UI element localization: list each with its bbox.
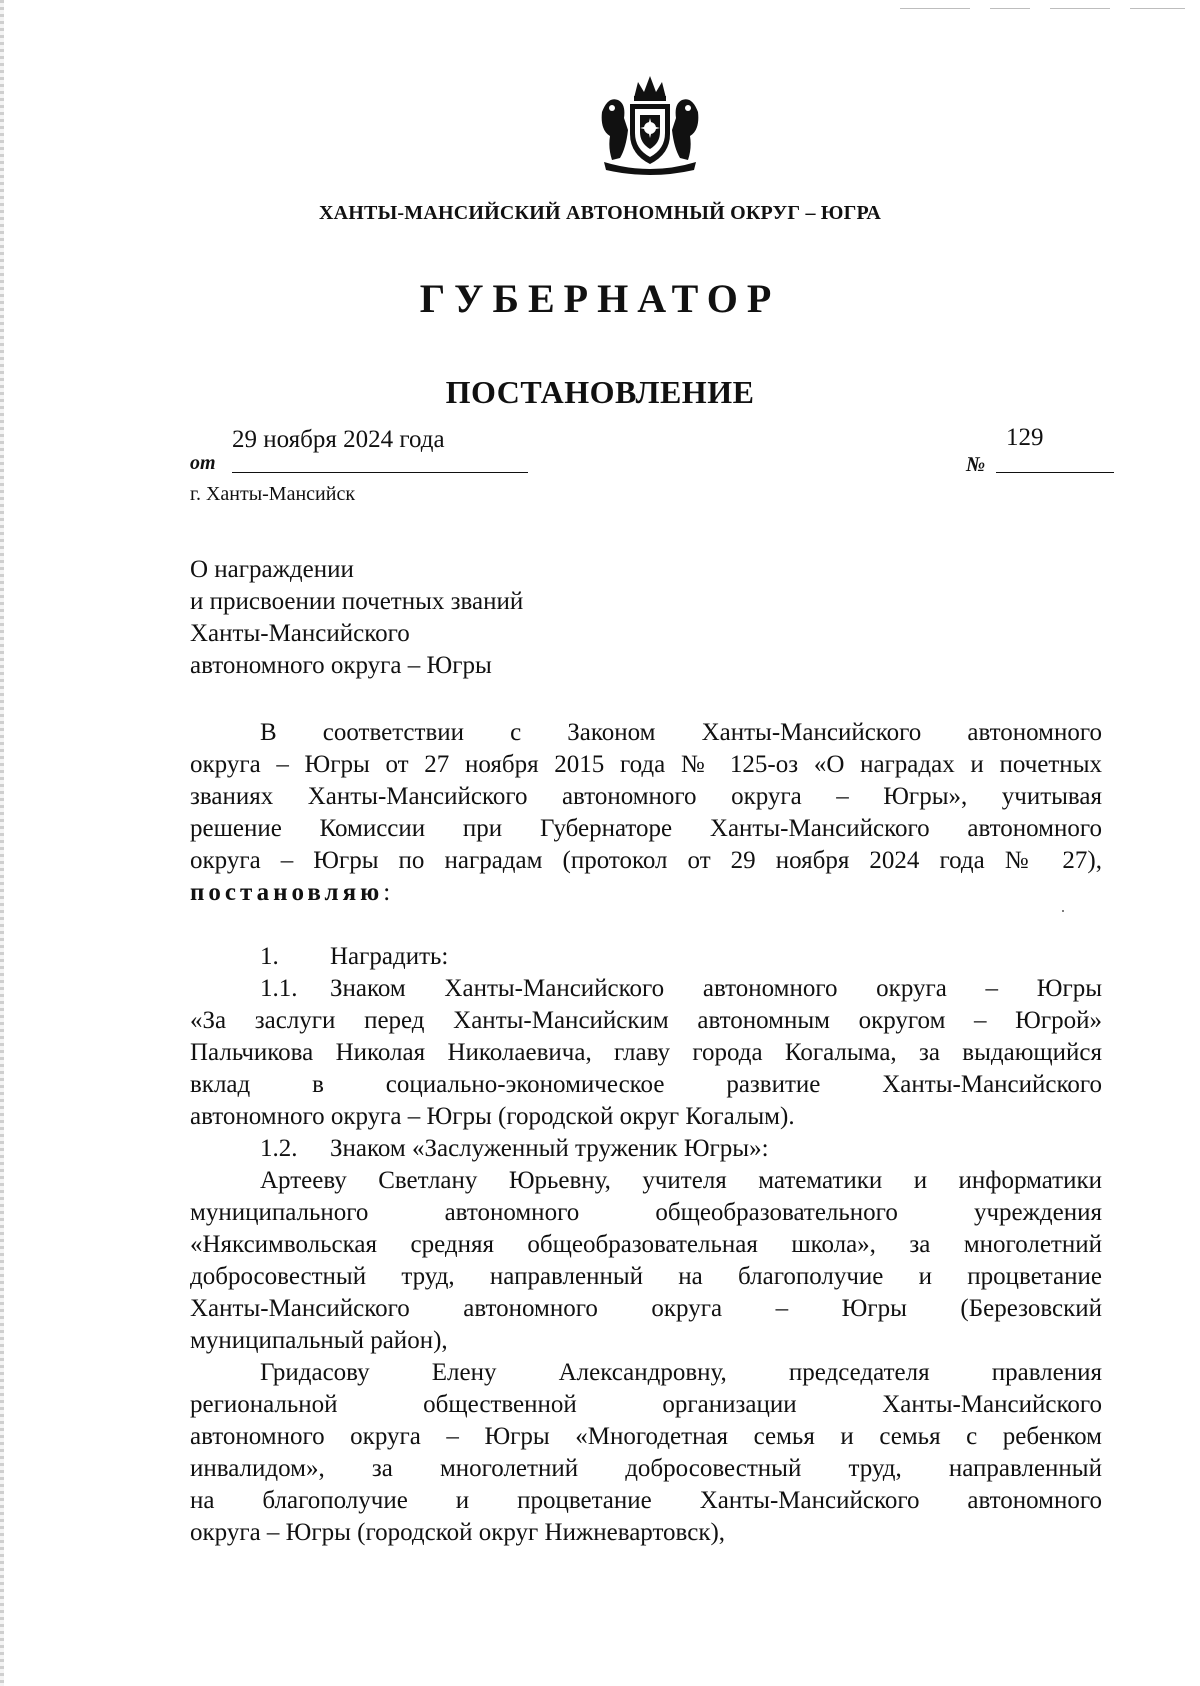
awardee-line: Гридасову Елену Александровну, председателя правления xyxy=(260,1359,1102,1386)
item-1-1 xyxy=(190,973,1102,1133)
item-1-2 xyxy=(190,1133,1102,1165)
resolve-word: постановляю xyxy=(190,879,384,906)
item-text: Знаком «Заслуженный труженик Югры»: xyxy=(330,1135,769,1162)
document-number: 129 xyxy=(1006,424,1044,451)
authority-title: ГУБЕРНАТОР xyxy=(419,276,781,321)
awardee-line: «Няксимвольская средняя общеобразовательная школа», за многолетний xyxy=(190,1231,1102,1258)
item-1-1-line: автономного округа – Югры (городской округ Когалым). xyxy=(190,1103,795,1130)
item-number: 1. xyxy=(260,943,279,970)
document-subject xyxy=(190,554,523,682)
item-1-1-first-line xyxy=(190,973,1102,1005)
item-text: Наградить: xyxy=(330,943,449,970)
preamble-line: званиях Ханты-Мансийского автономного округа – Югры», учитывая xyxy=(190,783,1102,810)
item-1 xyxy=(190,941,1102,973)
awardee-line: на благополучие и процветание Ханты-Мансийского автономного xyxy=(190,1487,1102,1514)
awardee-line: автономного округа – Югры «Многодетная семья и семья с ребенком xyxy=(190,1423,1102,1450)
preamble-line: решение Комиссии при Губернаторе Ханты-Мансийского автономного xyxy=(190,815,1102,842)
awardee-line: муниципальный район), xyxy=(190,1327,448,1354)
awardee-entry xyxy=(190,1165,1102,1357)
preamble-line: округа – Югры по наградам (протокол от 29 ноября 2024 года № 27), xyxy=(190,847,1102,874)
item-1-1-line: Пальчикова Николая Николаевича, главу города Когалыма, за выдающийся xyxy=(190,1039,1102,1066)
item-number: 1.1. xyxy=(260,975,298,1002)
awardee-line: округа – Югры (городской округ Нижневартовск), xyxy=(190,1519,726,1546)
awardee-line: Ханты-Мансийского автономного округа – Югры (Березовский xyxy=(190,1295,1102,1322)
awardee-line: добросовестный труд, направленный на благополучие и процветание xyxy=(190,1263,1102,1290)
item-1-1-line: Знаком Ханты-Мансийского автономного округа – Югры xyxy=(330,975,1102,1002)
item-number: 1.2. xyxy=(260,1135,298,1162)
document-body xyxy=(190,717,1102,1549)
date-underline xyxy=(232,472,528,473)
scan-edge xyxy=(0,0,4,1686)
document-type: ПОСТАНОВЛЕНИЕ xyxy=(445,374,755,410)
item-1-1-line: вклад в социально-экономическое развитие Ханты-Мансийского xyxy=(190,1071,1102,1098)
awardee-line: муниципального автономного общеобразовательного учреждения xyxy=(190,1199,1102,1226)
resolve-colon: : xyxy=(383,879,391,906)
subject-line: и присвоении почетных званий xyxy=(190,588,524,615)
awardee-entry xyxy=(190,1357,1102,1549)
coat-of-arms-emblem xyxy=(594,72,706,176)
issue-city: г. Ханты-Мансийск xyxy=(190,483,356,505)
preamble-line: округа – Югры от 27 ноября 2015 года № 125-оз «О наградах и почетных xyxy=(190,751,1102,778)
preamble-line: В соответствии с Законом Ханты-Мансийского автономного xyxy=(260,719,1102,746)
resolve-line xyxy=(190,877,1102,909)
date-prefix: от xyxy=(190,452,216,474)
scan-top-marks xyxy=(900,8,1190,12)
awardee-line: инвалидом», за многолетний добросовестный труд, направленный xyxy=(190,1455,1102,1482)
item-1-1-line: «За заслуги перед Ханты-Мансийским автономным округом – Югрой» xyxy=(190,1007,1102,1034)
region-title: ХАНТЫ-МАНСИЙСКИЙ АВТОНОМНЫЙ ОКРУГ – ЮГРА xyxy=(319,202,881,224)
preamble xyxy=(190,717,1102,909)
awardee-line: региональной общественной организации Ханты-Мансийского xyxy=(190,1391,1102,1418)
subject-line: Ханты-Мансийского xyxy=(190,620,410,647)
number-prefix: № xyxy=(966,452,986,476)
subject-line: автономного округа – Югры xyxy=(190,652,492,679)
document-date: 29 ноября 2024 года xyxy=(232,426,445,453)
awardee-line: Артееву Светлану Юрьевну, учителя математики и информатики xyxy=(260,1167,1102,1194)
subject-line: О награждении xyxy=(190,556,354,583)
number-underline xyxy=(996,472,1114,473)
